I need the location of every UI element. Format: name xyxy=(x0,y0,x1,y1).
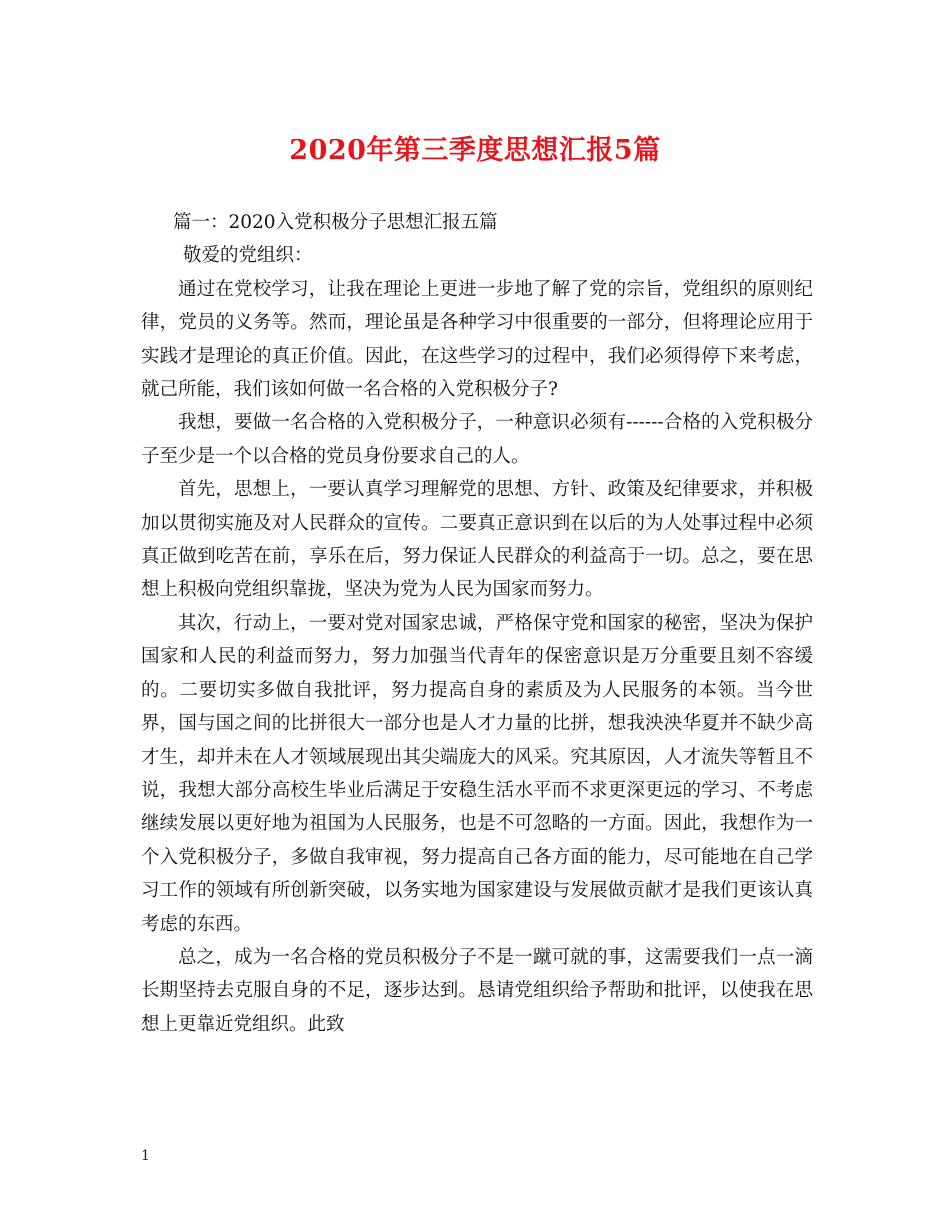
paragraph: 其次，行动上，一要对党对国家忠诚，严格保守党和国家的秘密，坚决为保护国家和人民的利益而努力，努力加强当代青年的保密意识是万分重要且刻不容缓的。二要切实多做自我批评，努力提高自身的素质及为人民服务的本领。当今世界，国与国之间的比拼很大一部分也是人才力量的比拼，想我泱泱华夏并不缺少高才生，却并未在人才领域展现出其尖端庞大的风采。究其原因，人才流失等暂且不说，我想大部分高校生毕业后满足于安稳生活水平而不求更深更远的学习、不考虑继续发展以更好地为祖国为人民服务，也是不可忽略的一方面。因此，我想作为一个入党积极分子，多做自我审视，努力提高自己各方面的能力，尽可能地在自己学习工作的领域有所创新突破，以务实地为国家建设与发展做贡献才是我们更该认真考虑的东西。 xyxy=(141,612,813,935)
page-number: 1 xyxy=(141,1148,150,1164)
paragraph: 通过在党校学习，让我在理论上更进一步地了解了党的宗旨，党组织的原则纪律，党员的义务等。然而，理论虽是各种学习中很重要的一部分，但将理论应用于实践才是理论的真正价值。因此，在这些学习的过程中，我们必须得停下来考虑，就己所能，我们该如何做一名合格的入党积极分子? xyxy=(141,278,813,401)
section-heading: 篇一：2020入党积极分子思想汇报五篇 xyxy=(173,212,498,233)
document-title: 2020年第三季度思想汇报5篇 xyxy=(289,135,661,166)
document-body xyxy=(141,206,813,1041)
salutation: 敬爱的党组织： xyxy=(183,245,313,267)
paragraph: 总之，成为一名合格的党员积极分子不是一蹴可就的事，这需要我们一点一滴长期坚持去克服自身的不足，逐步达到。恳请党组织给予帮助和批评，以使我在思想上更靠近党组织。此致 xyxy=(141,946,813,1035)
paragraph: 我想，要做一名合格的入党积极分子，一种意识必须有------合格的入党积极分子至少是一个以合格的党员身份要求自己的人。 xyxy=(141,412,813,467)
paragraph: 首先，思想上，一要认真学习理解党的思想、方针、政策及纪律要求，并积极加以贯彻实施及对人民群众的宣传。二要真正意识到在以后的为人处事过程中必须真正做到吃苦在前，享乐在后，努力保证人民群众的利益高于一切。总之，要在思想上积极向党组织靠拢，坚决为党为人民为国家而努力。 xyxy=(141,479,813,601)
